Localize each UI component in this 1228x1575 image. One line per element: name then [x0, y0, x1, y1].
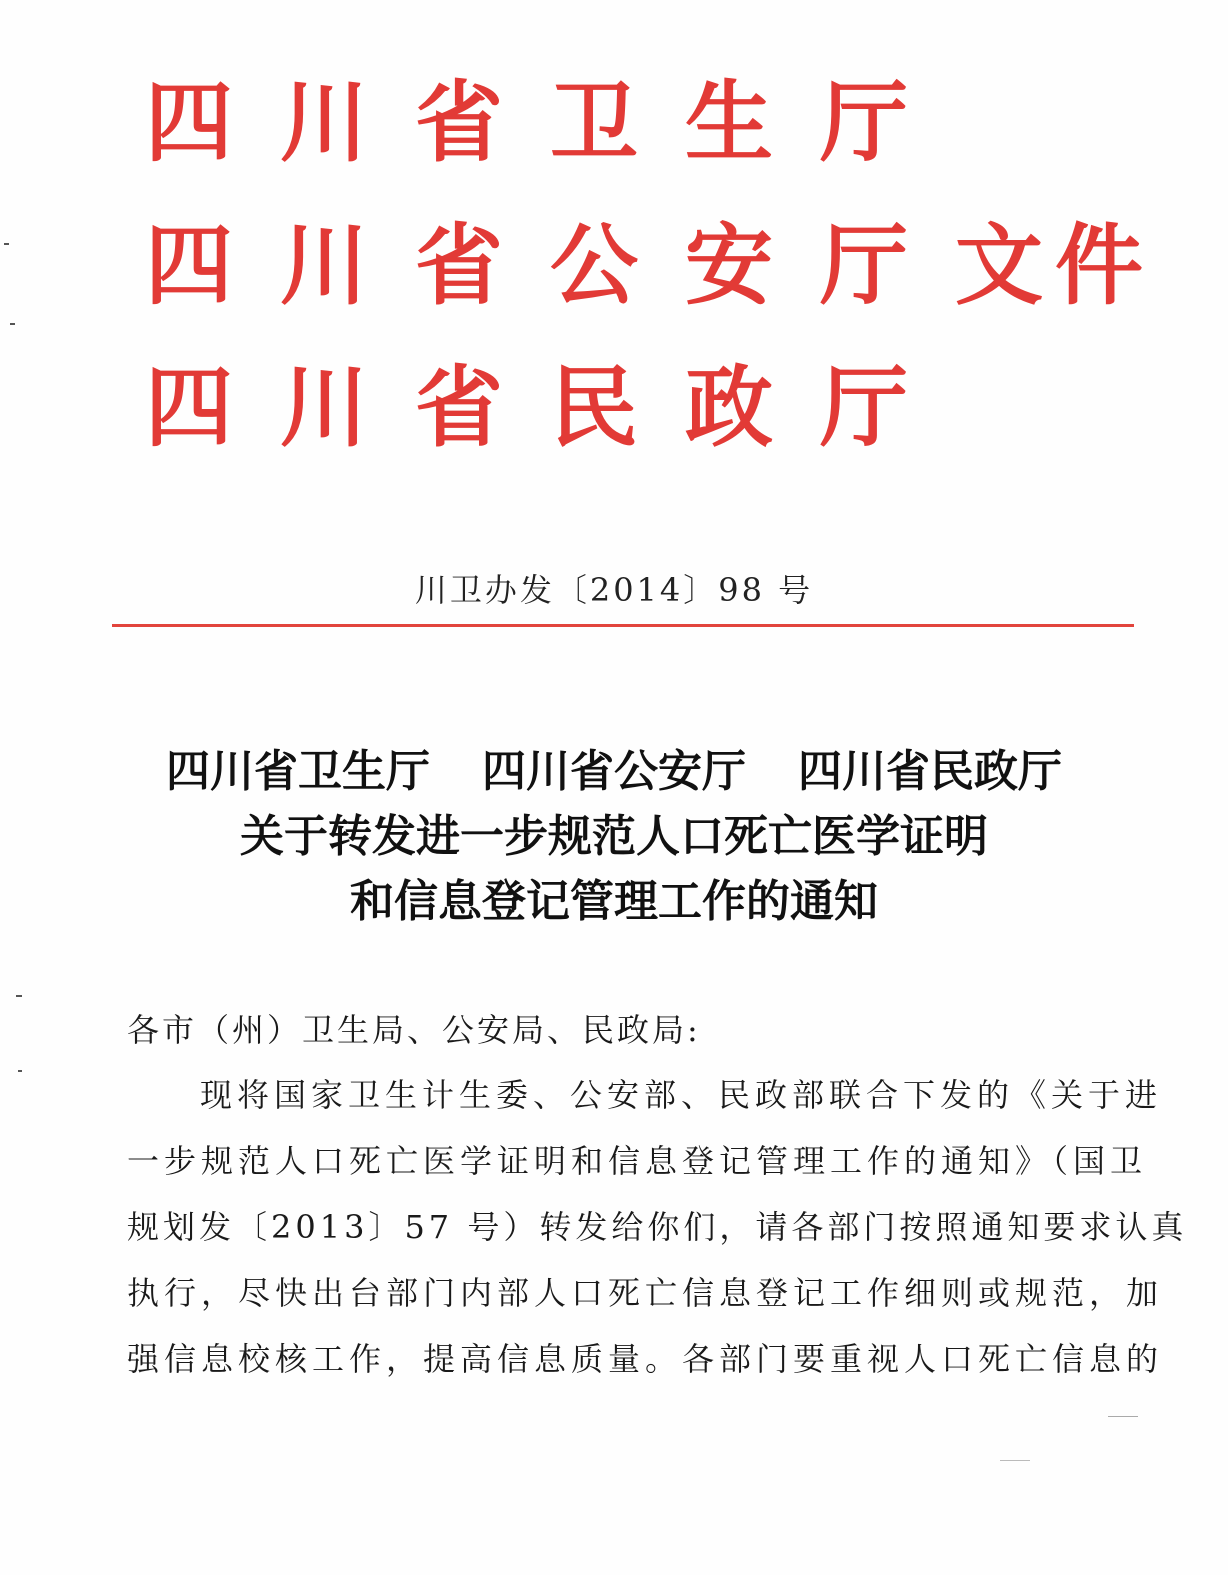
body-line: 现将国家卫生计生委、公安部、民政部联合下发的《关于进	[200, 1076, 1163, 1114]
letterhead-char: 件	[1055, 213, 1144, 317]
letterhead-char: 公	[550, 213, 639, 317]
letterhead-char: 川	[280, 213, 369, 317]
letterhead-line-health	[145, 72, 955, 172]
letterhead-char: 省	[415, 213, 504, 317]
body-line: 执行，尽快出台部门内部人口死亡信息登记工作细则或规范，加	[127, 1274, 1164, 1312]
letterhead-char: 省	[415, 70, 504, 174]
body-line: 规划发〔2013〕57 号）转发给你们，请各部门按照通知要求认真	[127, 1208, 1188, 1246]
letterhead-char: 政	[685, 355, 774, 459]
letterhead-char: 安	[685, 213, 774, 317]
body-line: 强信息校核工作，提高信息质量。各部门要重视人口死亡信息的	[127, 1340, 1164, 1378]
letterhead-char: 厅	[820, 213, 909, 317]
document-number: 川卫办发〔2014〕98 号	[414, 571, 814, 609]
letterhead-line-public-security	[145, 215, 1155, 315]
letterhead-char: 四	[145, 213, 234, 317]
scan-mark	[1000, 1460, 1030, 1461]
body-line: 一步规范人口死亡医学证明和信息登记管理工作的通知》（国卫	[127, 1142, 1148, 1180]
title-issuers	[0, 735, 1228, 799]
letterhead-line-civil-affairs	[145, 357, 955, 457]
title-issuer-public-security: 四川省公安厅	[482, 746, 746, 797]
scan-mark	[18, 1070, 22, 1072]
letterhead-char: 川	[280, 70, 369, 174]
title-line-3: 和信息登记管理工作的通知	[350, 876, 878, 927]
letterhead-char: 四	[145, 70, 234, 174]
letterhead-char: 民	[550, 355, 639, 459]
letterhead-char: 四	[145, 355, 234, 459]
letterhead-char: 生	[685, 70, 774, 174]
scan-mark	[10, 323, 15, 325]
red-divider-line	[112, 624, 1134, 627]
addressee: 各市（州）卫生局、公安局、民政局:	[127, 1011, 701, 1049]
letterhead-char: 卫	[550, 70, 639, 174]
letterhead-char: 文	[955, 213, 1044, 317]
letterhead-char: 厅	[820, 70, 909, 174]
title-issuer-health: 四川省卫生厅	[166, 746, 430, 797]
title-issuer-civil-affairs: 四川省民政厅	[798, 746, 1062, 797]
letterhead-char: 川	[280, 355, 369, 459]
letterhead-char: 省	[415, 355, 504, 459]
scan-mark	[1108, 1416, 1138, 1417]
title-line-2: 关于转发进一步规范人口死亡医学证明	[240, 811, 988, 862]
letterhead-char: 厅	[820, 355, 909, 459]
scan-mark	[4, 243, 9, 245]
scan-mark	[16, 995, 22, 997]
